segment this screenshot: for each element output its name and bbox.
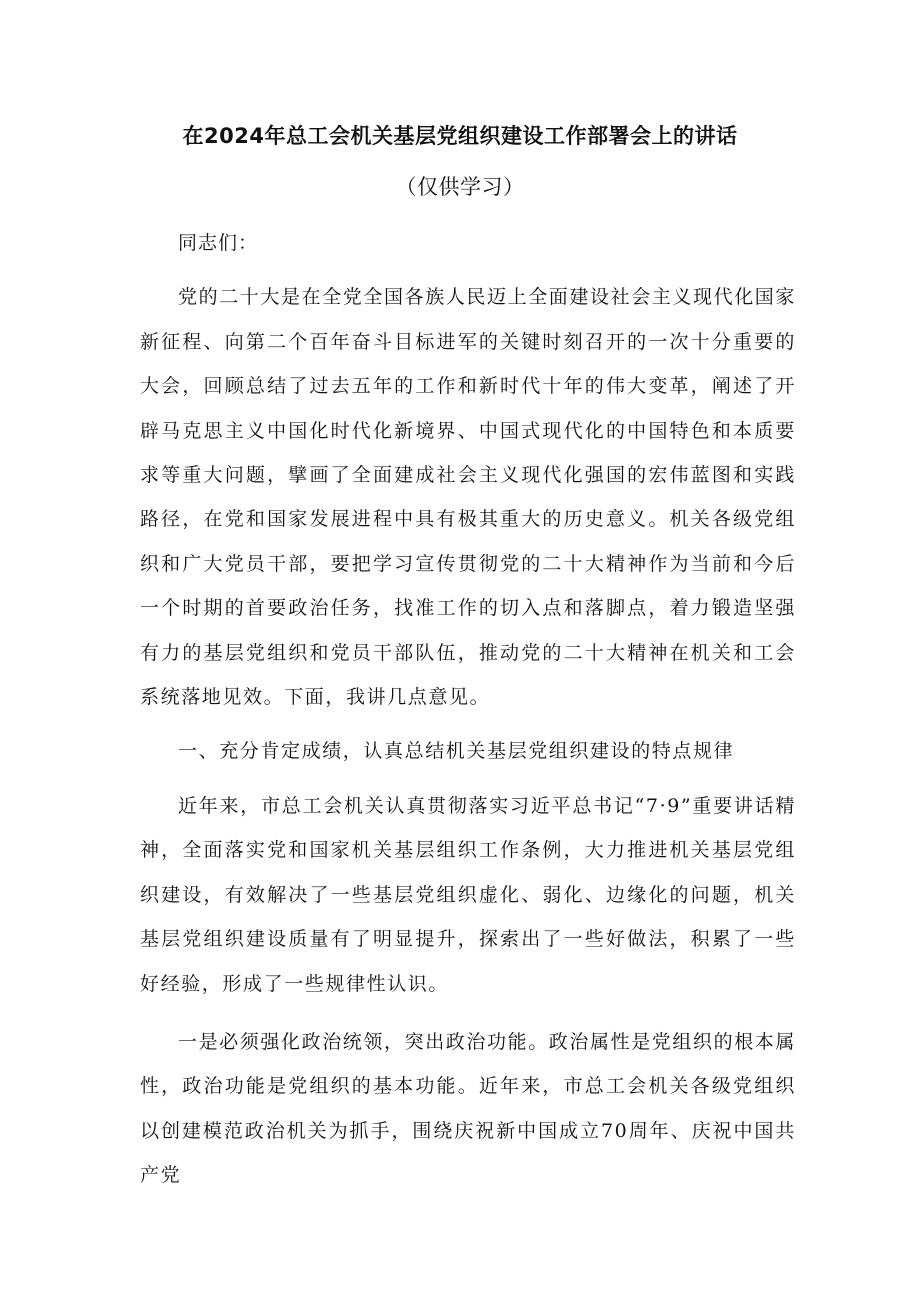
document-title: 在2024年总工会机关基层党组织建设工作部署会上的讲话 <box>182 124 738 148</box>
document-body <box>140 221 796 1198</box>
paragraph-section-1: 近年来，市总工会机关认真贯彻落实习近平总书记“7·9”重要讲话精神，全面落实党和国家机关基层组织工作条例，大力推进机关基层党组织建设，有效解决了一些基层党组织虚化、弱化、边缘化的问题，机关基层党组织建设质量有了明显提升，探索出了一些好做法，积累了一些好经验，形成了一些规律性认识。 <box>140 794 796 995</box>
section-heading: 一、充分肯定成绩，认真总结机关基层党组织建设的特点规律 <box>178 740 735 763</box>
document-subtitle: （仅供学习） <box>395 175 525 199</box>
paragraph-intro: 党的二十大是在全党全国各族人民迈上全面建设社会主义现代化国家新征程、向第二个百年奋斗目标进军的关键时刻召开的一次十分重要的大会，回顾总结了过去五年的工作和新时代十年的伟大变革，阐述了开辟马克思主义中国化时代化新境界、中国式现代化的中国特色和本质要求等重大问题，擘画了全面建成社会主义现代化强国的宏伟蓝图和实践路径，在党和国家发展进程中具有极其重大的历史意义。机关各级党组织和广大党员干部，要把学习宣传贯彻党的二十大精神作为当前和今后一个时期的首要政治任务，找准工作的切入点和落脚点，着力锻造坚强有力的基层党组织和党员干部队伍，推动党的二十大精神在机关和工会系统落地见效。下面，我讲几点意见。 <box>140 286 797 709</box>
salutation: 同志们： <box>178 232 259 254</box>
paragraph-section-2: 一是必须强化政治统领，突出政治功能。政治属性是党组织的根本属性，政治功能是党组织的基本功能。近年来，市总工会机关各级党组织以创建模范政治机关为抓手，围绕庆祝新中国成立70周年、庆祝中国共产党 <box>140 1030 797 1187</box>
